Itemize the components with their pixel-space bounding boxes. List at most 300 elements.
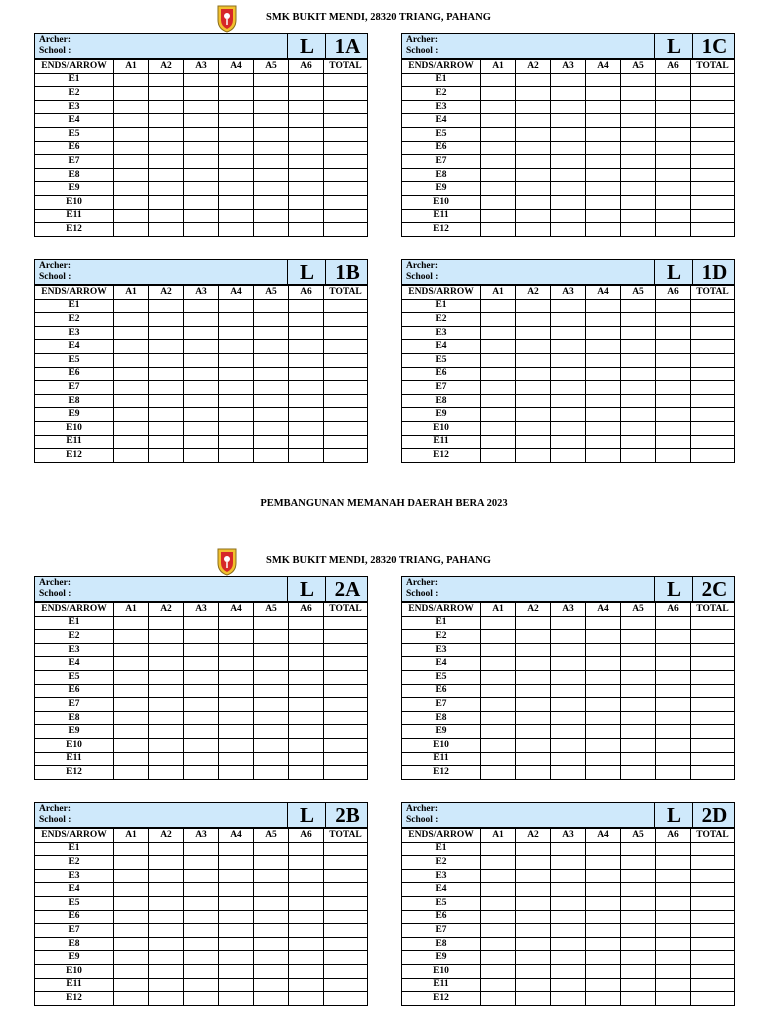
score-cell[interactable] — [114, 168, 149, 182]
score-cell[interactable] — [516, 209, 551, 223]
score-cell[interactable] — [149, 100, 184, 114]
score-cell[interactable] — [516, 964, 551, 978]
score-cell[interactable] — [656, 752, 691, 766]
score-cell[interactable] — [656, 340, 691, 354]
score-cell[interactable] — [481, 299, 516, 313]
score-cell[interactable] — [691, 114, 735, 128]
score-cell[interactable] — [481, 924, 516, 938]
score-cell[interactable] — [691, 449, 735, 463]
score-cell[interactable] — [551, 883, 586, 897]
score-cell[interactable] — [324, 313, 368, 327]
score-cell[interactable] — [481, 182, 516, 196]
score-cell[interactable] — [219, 951, 254, 965]
score-cell[interactable] — [219, 856, 254, 870]
score-cell[interactable] — [184, 964, 219, 978]
score-cell[interactable] — [219, 435, 254, 449]
score-cell[interactable] — [219, 766, 254, 780]
score-cell[interactable] — [219, 937, 254, 951]
score-cell[interactable] — [324, 168, 368, 182]
score-cell[interactable] — [551, 766, 586, 780]
score-cell[interactable] — [691, 313, 735, 327]
score-cell[interactable] — [114, 195, 149, 209]
score-cell[interactable] — [516, 951, 551, 965]
score-cell[interactable] — [621, 910, 656, 924]
score-cell[interactable] — [254, 141, 289, 155]
score-cell[interactable] — [254, 698, 289, 712]
score-cell[interactable] — [324, 670, 368, 684]
score-cell[interactable] — [149, 141, 184, 155]
score-cell[interactable] — [184, 223, 219, 237]
score-cell[interactable] — [656, 313, 691, 327]
score-cell[interactable] — [621, 114, 656, 128]
score-cell[interactable] — [114, 964, 149, 978]
score-cell[interactable] — [289, 182, 324, 196]
score-cell[interactable] — [114, 326, 149, 340]
score-cell[interactable] — [289, 883, 324, 897]
score-cell[interactable] — [551, 182, 586, 196]
score-cell[interactable] — [149, 340, 184, 354]
score-cell[interactable] — [516, 299, 551, 313]
score-cell[interactable] — [481, 100, 516, 114]
score-cell[interactable] — [481, 964, 516, 978]
score-cell[interactable] — [114, 670, 149, 684]
score-cell[interactable] — [184, 711, 219, 725]
score-cell[interactable] — [621, 168, 656, 182]
score-cell[interactable] — [149, 869, 184, 883]
score-cell[interactable] — [621, 670, 656, 684]
score-cell[interactable] — [184, 856, 219, 870]
score-cell[interactable] — [481, 738, 516, 752]
score-cell[interactable] — [621, 842, 656, 856]
score-cell[interactable] — [691, 421, 735, 435]
score-cell[interactable] — [219, 992, 254, 1006]
score-cell[interactable] — [691, 752, 735, 766]
score-cell[interactable] — [254, 630, 289, 644]
score-cell[interactable] — [481, 856, 516, 870]
score-cell[interactable] — [656, 937, 691, 951]
score-cell[interactable] — [254, 869, 289, 883]
score-cell[interactable] — [656, 394, 691, 408]
score-cell[interactable] — [621, 752, 656, 766]
score-cell[interactable] — [324, 155, 368, 169]
score-cell[interactable] — [586, 381, 621, 395]
score-cell[interactable] — [289, 725, 324, 739]
score-cell[interactable] — [289, 752, 324, 766]
score-cell[interactable] — [586, 127, 621, 141]
score-cell[interactable] — [656, 353, 691, 367]
score-cell[interactable] — [551, 978, 586, 992]
score-cell[interactable] — [691, 209, 735, 223]
score-cell[interactable] — [254, 924, 289, 938]
score-cell[interactable] — [254, 842, 289, 856]
score-cell[interactable] — [586, 182, 621, 196]
score-cell[interactable] — [516, 738, 551, 752]
score-cell[interactable] — [324, 883, 368, 897]
score-cell[interactable] — [324, 869, 368, 883]
score-cell[interactable] — [289, 114, 324, 128]
score-cell[interactable] — [114, 616, 149, 630]
score-cell[interactable] — [551, 910, 586, 924]
score-cell[interactable] — [551, 195, 586, 209]
score-cell[interactable] — [324, 643, 368, 657]
score-cell[interactable] — [289, 951, 324, 965]
score-cell[interactable] — [324, 353, 368, 367]
score-cell[interactable] — [551, 73, 586, 87]
score-cell[interactable] — [114, 449, 149, 463]
score-cell[interactable] — [149, 657, 184, 671]
score-cell[interactable] — [324, 657, 368, 671]
score-cell[interactable] — [656, 630, 691, 644]
score-cell[interactable] — [114, 381, 149, 395]
score-cell[interactable] — [481, 326, 516, 340]
score-cell[interactable] — [219, 394, 254, 408]
score-cell[interactable] — [149, 299, 184, 313]
score-cell[interactable] — [149, 73, 184, 87]
score-cell[interactable] — [656, 155, 691, 169]
score-cell[interactable] — [254, 381, 289, 395]
score-cell[interactable] — [621, 937, 656, 951]
score-cell[interactable] — [114, 883, 149, 897]
score-cell[interactable] — [551, 449, 586, 463]
score-cell[interactable] — [691, 657, 735, 671]
score-cell[interactable] — [621, 964, 656, 978]
score-cell[interactable] — [254, 752, 289, 766]
score-cell[interactable] — [621, 738, 656, 752]
score-cell[interactable] — [324, 73, 368, 87]
score-cell[interactable] — [656, 842, 691, 856]
score-cell[interactable] — [621, 643, 656, 657]
score-cell[interactable] — [516, 842, 551, 856]
score-cell[interactable] — [481, 168, 516, 182]
score-cell[interactable] — [516, 657, 551, 671]
score-cell[interactable] — [149, 910, 184, 924]
score-cell[interactable] — [114, 684, 149, 698]
score-cell[interactable] — [114, 869, 149, 883]
score-cell[interactable] — [586, 195, 621, 209]
score-cell[interactable] — [114, 992, 149, 1006]
score-cell[interactable] — [551, 937, 586, 951]
score-cell[interactable] — [586, 869, 621, 883]
score-cell[interactable] — [114, 87, 149, 101]
score-cell[interactable] — [114, 643, 149, 657]
score-cell[interactable] — [149, 752, 184, 766]
score-cell[interactable] — [149, 326, 184, 340]
score-cell[interactable] — [289, 168, 324, 182]
score-cell[interactable] — [691, 725, 735, 739]
score-cell[interactable] — [184, 168, 219, 182]
score-cell[interactable] — [219, 73, 254, 87]
score-cell[interactable] — [114, 141, 149, 155]
score-cell[interactable] — [324, 223, 368, 237]
score-cell[interactable] — [691, 394, 735, 408]
score-cell[interactable] — [691, 340, 735, 354]
score-cell[interactable] — [516, 114, 551, 128]
score-cell[interactable] — [219, 367, 254, 381]
score-cell[interactable] — [114, 73, 149, 87]
score-cell[interactable] — [621, 616, 656, 630]
score-cell[interactable] — [551, 313, 586, 327]
score-cell[interactable] — [149, 313, 184, 327]
score-cell[interactable] — [184, 394, 219, 408]
score-cell[interactable] — [551, 326, 586, 340]
score-cell[interactable] — [114, 408, 149, 422]
score-cell[interactable] — [621, 127, 656, 141]
score-cell[interactable] — [219, 223, 254, 237]
score-cell[interactable] — [324, 978, 368, 992]
score-cell[interactable] — [324, 381, 368, 395]
score-cell[interactable] — [324, 937, 368, 951]
score-cell[interactable] — [656, 209, 691, 223]
score-cell[interactable] — [621, 353, 656, 367]
score-cell[interactable] — [691, 141, 735, 155]
score-cell[interactable] — [621, 992, 656, 1006]
score-cell[interactable] — [691, 842, 735, 856]
score-cell[interactable] — [516, 367, 551, 381]
score-cell[interactable] — [516, 223, 551, 237]
score-cell[interactable] — [691, 698, 735, 712]
score-cell[interactable] — [324, 87, 368, 101]
score-cell[interactable] — [586, 73, 621, 87]
score-cell[interactable] — [516, 168, 551, 182]
score-cell[interactable] — [149, 449, 184, 463]
score-cell[interactable] — [586, 223, 621, 237]
score-cell[interactable] — [551, 698, 586, 712]
score-cell[interactable] — [114, 842, 149, 856]
score-cell[interactable] — [114, 100, 149, 114]
score-cell[interactable] — [586, 408, 621, 422]
score-cell[interactable] — [481, 951, 516, 965]
score-cell[interactable] — [149, 670, 184, 684]
score-cell[interactable] — [691, 168, 735, 182]
score-cell[interactable] — [254, 223, 289, 237]
score-cell[interactable] — [289, 856, 324, 870]
score-cell[interactable] — [219, 725, 254, 739]
score-cell[interactable] — [149, 353, 184, 367]
score-cell[interactable] — [324, 992, 368, 1006]
score-cell[interactable] — [149, 408, 184, 422]
score-cell[interactable] — [254, 616, 289, 630]
score-cell[interactable] — [656, 367, 691, 381]
score-cell[interactable] — [289, 394, 324, 408]
score-cell[interactable] — [481, 313, 516, 327]
score-cell[interactable] — [656, 670, 691, 684]
score-cell[interactable] — [114, 299, 149, 313]
score-cell[interactable] — [691, 100, 735, 114]
score-cell[interactable] — [114, 630, 149, 644]
score-cell[interactable] — [586, 340, 621, 354]
score-cell[interactable] — [289, 313, 324, 327]
score-cell[interactable] — [481, 725, 516, 739]
score-cell[interactable] — [621, 657, 656, 671]
score-cell[interactable] — [254, 168, 289, 182]
score-cell[interactable] — [656, 698, 691, 712]
score-cell[interactable] — [481, 73, 516, 87]
score-cell[interactable] — [149, 87, 184, 101]
score-cell[interactable] — [551, 381, 586, 395]
score-cell[interactable] — [516, 100, 551, 114]
score-cell[interactable] — [254, 951, 289, 965]
score-cell[interactable] — [481, 381, 516, 395]
score-cell[interactable] — [691, 630, 735, 644]
score-cell[interactable] — [656, 869, 691, 883]
score-cell[interactable] — [551, 168, 586, 182]
score-cell[interactable] — [586, 326, 621, 340]
score-cell[interactable] — [516, 141, 551, 155]
score-cell[interactable] — [324, 182, 368, 196]
score-cell[interactable] — [481, 978, 516, 992]
score-cell[interactable] — [551, 657, 586, 671]
score-cell[interactable] — [621, 435, 656, 449]
score-cell[interactable] — [289, 869, 324, 883]
score-cell[interactable] — [184, 766, 219, 780]
score-cell[interactable] — [219, 353, 254, 367]
score-cell[interactable] — [481, 155, 516, 169]
score-cell[interactable] — [114, 353, 149, 367]
score-cell[interactable] — [289, 643, 324, 657]
score-cell[interactable] — [586, 924, 621, 938]
score-cell[interactable] — [481, 992, 516, 1006]
score-cell[interactable] — [219, 100, 254, 114]
score-cell[interactable] — [219, 195, 254, 209]
score-cell[interactable] — [219, 964, 254, 978]
score-cell[interactable] — [254, 435, 289, 449]
score-cell[interactable] — [551, 209, 586, 223]
score-cell[interactable] — [219, 340, 254, 354]
score-cell[interactable] — [324, 910, 368, 924]
score-cell[interactable] — [289, 340, 324, 354]
score-cell[interactable] — [254, 992, 289, 1006]
score-cell[interactable] — [656, 326, 691, 340]
score-cell[interactable] — [551, 992, 586, 1006]
score-cell[interactable] — [586, 421, 621, 435]
score-cell[interactable] — [184, 869, 219, 883]
score-cell[interactable] — [114, 951, 149, 965]
score-cell[interactable] — [254, 209, 289, 223]
score-cell[interactable] — [149, 951, 184, 965]
score-cell[interactable] — [289, 100, 324, 114]
score-cell[interactable] — [481, 114, 516, 128]
score-cell[interactable] — [586, 449, 621, 463]
score-cell[interactable] — [691, 381, 735, 395]
score-cell[interactable] — [481, 449, 516, 463]
score-cell[interactable] — [621, 209, 656, 223]
score-cell[interactable] — [551, 616, 586, 630]
score-cell[interactable] — [551, 100, 586, 114]
score-cell[interactable] — [656, 964, 691, 978]
score-cell[interactable] — [586, 978, 621, 992]
score-cell[interactable] — [656, 449, 691, 463]
score-cell[interactable] — [289, 842, 324, 856]
score-cell[interactable] — [219, 127, 254, 141]
score-cell[interactable] — [586, 711, 621, 725]
score-cell[interactable] — [516, 73, 551, 87]
score-cell[interactable] — [289, 435, 324, 449]
score-cell[interactable] — [149, 766, 184, 780]
score-cell[interactable] — [656, 195, 691, 209]
score-cell[interactable] — [184, 978, 219, 992]
score-cell[interactable] — [586, 964, 621, 978]
score-cell[interactable] — [516, 326, 551, 340]
score-cell[interactable] — [481, 896, 516, 910]
score-cell[interactable] — [691, 738, 735, 752]
score-cell[interactable] — [691, 182, 735, 196]
score-cell[interactable] — [324, 738, 368, 752]
score-cell[interactable] — [149, 168, 184, 182]
score-cell[interactable] — [691, 670, 735, 684]
score-cell[interactable] — [621, 711, 656, 725]
score-cell[interactable] — [656, 978, 691, 992]
score-cell[interactable] — [516, 924, 551, 938]
score-cell[interactable] — [691, 896, 735, 910]
score-cell[interactable] — [114, 910, 149, 924]
score-cell[interactable] — [324, 752, 368, 766]
score-cell[interactable] — [551, 299, 586, 313]
score-cell[interactable] — [516, 643, 551, 657]
score-cell[interactable] — [219, 842, 254, 856]
score-cell[interactable] — [656, 73, 691, 87]
score-cell[interactable] — [691, 992, 735, 1006]
score-cell[interactable] — [114, 725, 149, 739]
score-cell[interactable] — [551, 643, 586, 657]
score-cell[interactable] — [114, 313, 149, 327]
score-cell[interactable] — [551, 896, 586, 910]
score-cell[interactable] — [586, 114, 621, 128]
score-cell[interactable] — [289, 367, 324, 381]
score-cell[interactable] — [324, 951, 368, 965]
score-cell[interactable] — [516, 630, 551, 644]
score-cell[interactable] — [551, 367, 586, 381]
score-cell[interactable] — [551, 630, 586, 644]
score-cell[interactable] — [691, 910, 735, 924]
score-cell[interactable] — [551, 964, 586, 978]
score-cell[interactable] — [656, 643, 691, 657]
score-cell[interactable] — [149, 856, 184, 870]
score-cell[interactable] — [586, 87, 621, 101]
score-cell[interactable] — [184, 155, 219, 169]
score-cell[interactable] — [481, 869, 516, 883]
score-cell[interactable] — [289, 87, 324, 101]
score-cell[interactable] — [254, 100, 289, 114]
score-cell[interactable] — [621, 313, 656, 327]
score-cell[interactable] — [184, 937, 219, 951]
score-cell[interactable] — [289, 141, 324, 155]
score-cell[interactable] — [691, 299, 735, 313]
score-cell[interactable] — [324, 924, 368, 938]
score-cell[interactable] — [289, 657, 324, 671]
score-cell[interactable] — [289, 155, 324, 169]
score-cell[interactable] — [219, 616, 254, 630]
score-cell[interactable] — [621, 698, 656, 712]
score-cell[interactable] — [586, 910, 621, 924]
score-cell[interactable] — [656, 711, 691, 725]
score-cell[interactable] — [551, 421, 586, 435]
score-cell[interactable] — [586, 168, 621, 182]
score-cell[interactable] — [586, 616, 621, 630]
score-cell[interactable] — [621, 100, 656, 114]
score-cell[interactable] — [254, 937, 289, 951]
score-cell[interactable] — [621, 340, 656, 354]
score-cell[interactable] — [586, 766, 621, 780]
score-cell[interactable] — [656, 168, 691, 182]
score-cell[interactable] — [656, 924, 691, 938]
score-cell[interactable] — [254, 964, 289, 978]
score-cell[interactable] — [324, 698, 368, 712]
score-cell[interactable] — [219, 684, 254, 698]
score-cell[interactable] — [254, 978, 289, 992]
score-cell[interactable] — [149, 394, 184, 408]
score-cell[interactable] — [586, 992, 621, 1006]
score-cell[interactable] — [219, 408, 254, 422]
